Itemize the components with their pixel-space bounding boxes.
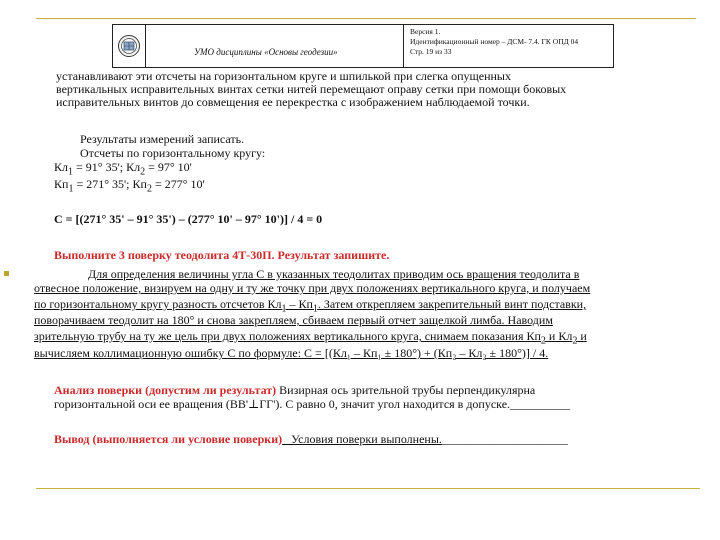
para1-line1: устанавливают эти отсчеты на горизонтальном круге и шпилькой при слегка опущенных [56, 69, 511, 83]
header-version: Версия 1. [410, 27, 441, 36]
results-line3: $Кл_1 = 91^\circ$ 35'; $Кл_2 = 97^\circ$ 10' [54, 160, 192, 178]
results-line2: Отсчеты по горизонтальному кругу: [80, 146, 266, 160]
results-line1: Результаты измерений записать. [80, 132, 245, 146]
analysis-text1: Визирная ось зрительной трубы перпендикулярна [276, 383, 536, 397]
analysis-line2 [54, 398, 570, 412]
para1-line3: исправительных винтов до совмещения ее перекрестка с изображением наблюдаемой точки. [56, 95, 530, 109]
conclusion-text: _Условия поверки выполнены. [282, 432, 442, 446]
results-line4: $Кп_1 = 271^\circ$ 35'; $Кп_2 = 277^\circ$ 10' [54, 177, 205, 195]
document-header [112, 24, 614, 68]
conclusion-line [54, 433, 568, 447]
emblem-icon [117, 34, 141, 58]
bottom-rule [36, 488, 700, 489]
header-page: Стр. 19 из 33 [410, 47, 452, 56]
header-ident: Идентификационный номер – ДСМ- 7.4. ГК ОПД 04 [410, 37, 579, 46]
para1-line2: вертикальных исправительных винтах сетки нитей перемещают оправу сетки при помощи боковых [56, 82, 567, 96]
para3-line3: по горизонтальному кругу разность отсчетов $Кл_1 - Кп_1$. Затем открепляем закрепительный винт подставки, [34, 297, 587, 315]
conclusion-blank: _____________________ [441, 432, 568, 446]
analysis-label: Анализ поверки (допустим ли результат) [54, 383, 277, 397]
analysis-line1 [54, 384, 535, 398]
para3-line1: Для определения величины угла С в указанных теодолитах приводим ось вращения теодолита в [88, 267, 580, 281]
university-logo [113, 25, 146, 67]
bullet-marker [4, 271, 9, 276]
para3-line6: вычисляем коллимационную ошибку С по формуле: С = [(Кл₁ – Кп₁ ± 180°) + (Кп₂ – Кл₂ ± 180°)] / 4. [34, 346, 549, 360]
top-rule [36, 18, 696, 19]
analysis-blank: __________ [510, 397, 571, 411]
conclusion-label: Вывод (выполняется ли условие поверки) [54, 432, 283, 446]
formula: С = [(271° 35' – 91° 35') – (277° 10' – 97° 10')] / 4 = 0 [54, 212, 323, 226]
para3-line4: поворачиваем теодолит на 180° и снова закрепляем, сбиваем первый отчет защелкой лимба. Наводим [34, 313, 553, 327]
task3-heading: Выполните 3 поверку теодолита 4Т-30П. Результат запишите. [54, 248, 390, 262]
para3-line5: зрительную трубу на ту же цель при двух положениях вертикального круга, снимаем показания $Кп_2$ и $Кл_2$ и [34, 329, 587, 347]
para3-line2: отвесное положение, визируем на одну и ту же точку при двух положениях вертикального круга, и получаем [34, 281, 591, 295]
header-meta [404, 25, 613, 67]
header-title: УМО дисциплины «Основы геодезии» [146, 25, 404, 67]
analysis-text2: горизонтальной оси ее вращения (ВВ'⊥ГГ'). С равно 0, значит угол находится в допуске. [54, 397, 511, 411]
